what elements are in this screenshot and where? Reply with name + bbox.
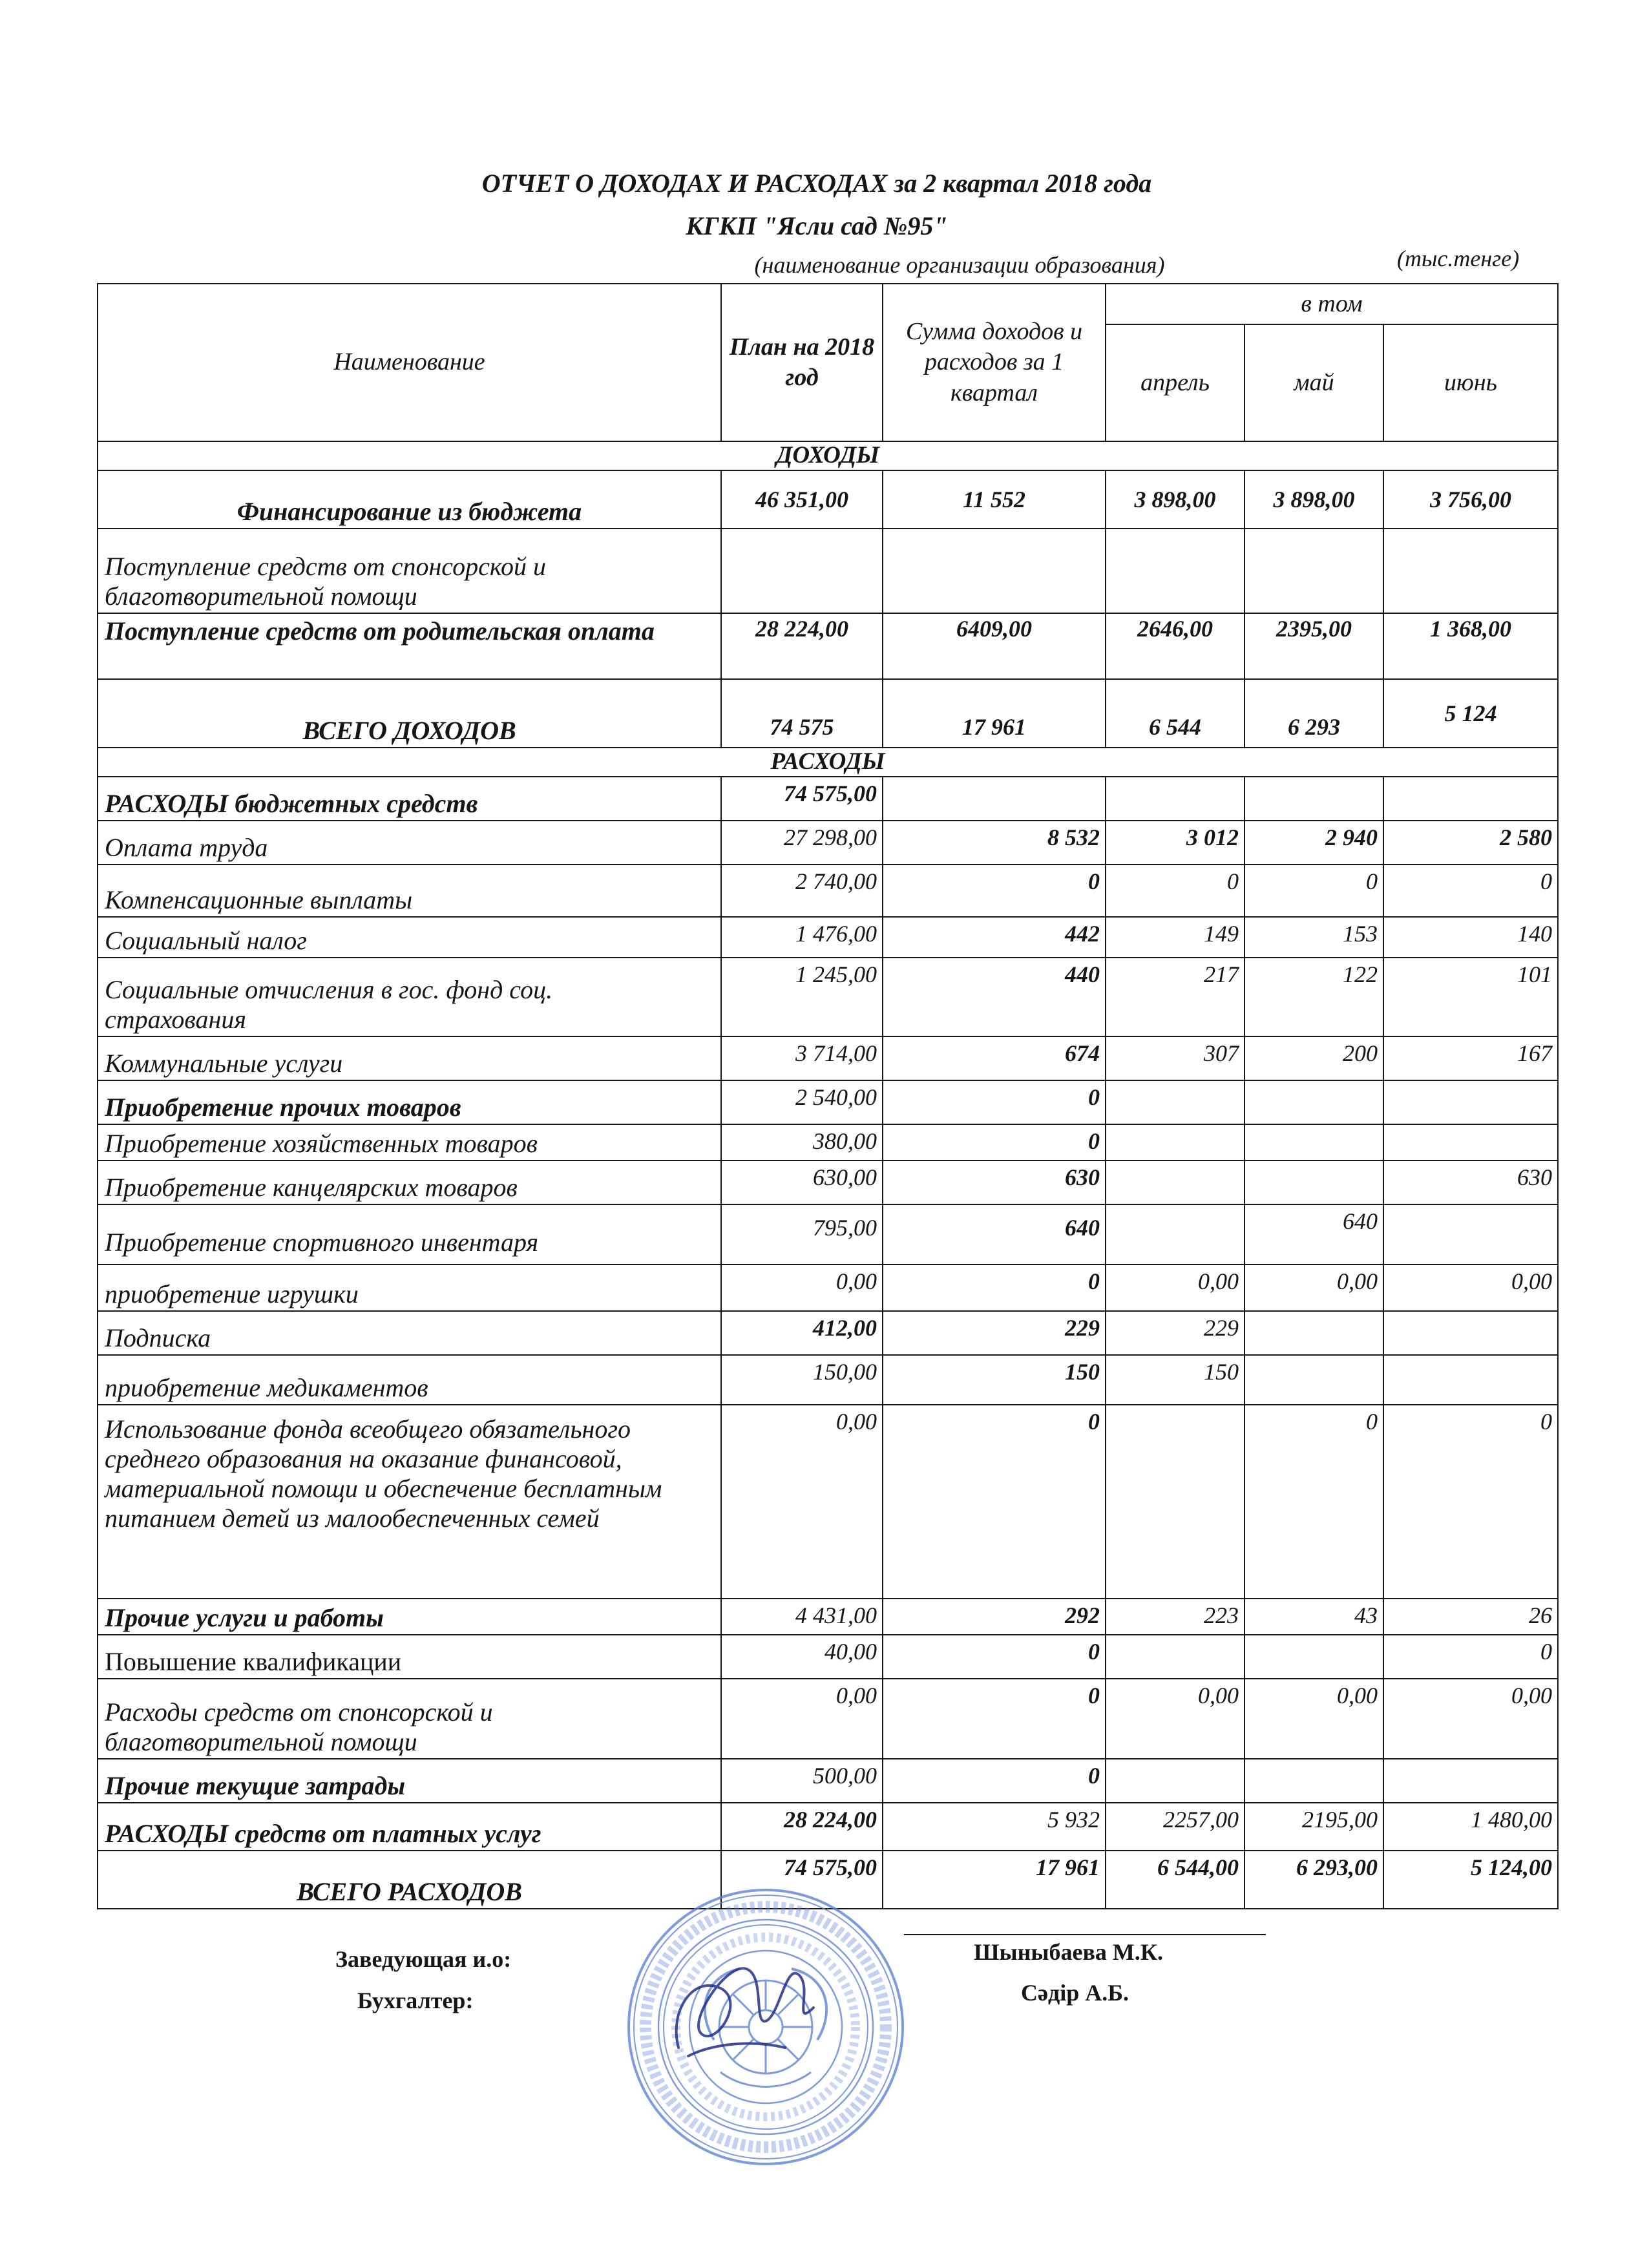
plan-cell: 380,00 <box>721 1124 883 1160</box>
june-cell <box>1383 1124 1558 1160</box>
expense-row <box>98 1635 1558 1679</box>
expense-row <box>98 1265 1558 1311</box>
row-label: Финансирование из бюджета <box>98 470 721 529</box>
june-cell <box>1383 1204 1558 1265</box>
row-label: приобретение игрушки <box>98 1265 721 1311</box>
june-cell: 5 124 <box>1383 679 1558 748</box>
june-cell: 140 <box>1383 917 1558 958</box>
june-cell: 3 756,00 <box>1383 470 1558 529</box>
april-cell <box>1106 1124 1245 1160</box>
row-label: Коммунальные услуги <box>98 1036 721 1080</box>
june-cell: 0,00 <box>1383 1265 1558 1311</box>
april-cell <box>1106 1080 1245 1124</box>
april-cell: 150 <box>1106 1355 1245 1405</box>
june-cell: 1 368,00 <box>1383 613 1558 679</box>
plan-cell: 4 431,00 <box>721 1599 883 1635</box>
plan-cell: 500,00 <box>721 1759 883 1803</box>
row-label: Расходы средств от спонсорской и благотворительной помощи <box>98 1679 721 1759</box>
may-cell: 200 <box>1245 1036 1383 1080</box>
row-label: Приобретение канцелярских товаров <box>98 1160 721 1204</box>
expense-row <box>98 1599 1558 1635</box>
expense-row <box>98 1124 1558 1160</box>
accountant-name: Сәдір А.Б. <box>1021 1980 1129 2006</box>
may-cell <box>1245 1759 1383 1803</box>
may-cell: 153 <box>1245 917 1383 958</box>
sum-cell <box>883 529 1106 613</box>
april-cell: 3 898,00 <box>1106 470 1245 529</box>
april-cell: 223 <box>1106 1599 1245 1635</box>
row-label: Использование фонда всеобщего обязательного среднего образования на оказание финансовой, материальной помощи и обеспечение бесплатным питанием детей из малообеспеченных семей <box>98 1405 721 1599</box>
expense-row <box>98 865 1558 917</box>
april-cell: 2646,00 <box>1106 613 1245 679</box>
april-cell: 2257,00 <box>1106 1803 1245 1851</box>
expense-row <box>98 1679 1558 1759</box>
signature-scribble <box>677 1968 814 2056</box>
report-title: ОТЧЕТ О ДОХОДАХ И РАСХОДАХ за 2 квартал 2018 года <box>481 169 1152 198</box>
may-cell: 43 <box>1245 1599 1383 1635</box>
june-cell: 1 480,00 <box>1383 1803 1558 1851</box>
june-cell: 0 <box>1383 865 1558 917</box>
header-may: май <box>1245 324 1383 441</box>
plan-cell <box>721 529 883 613</box>
plan-cell: 74 575 <box>721 679 883 748</box>
sum-cell: 229 <box>883 1311 1106 1355</box>
may-cell: 0,00 <box>1245 1265 1383 1311</box>
plan-cell: 795,00 <box>721 1204 883 1265</box>
income-row <box>98 470 1558 529</box>
plan-cell: 74 575,00 <box>721 777 883 821</box>
plan-cell: 412,00 <box>721 1311 883 1355</box>
april-cell <box>1106 1405 1245 1599</box>
row-label: Приобретение спортивного инвентаря <box>98 1204 721 1265</box>
sum-cell: 442 <box>883 917 1106 958</box>
income-section-row <box>98 441 1558 470</box>
row-label: РАСХОДЫ средств от платных услуг <box>98 1803 721 1851</box>
header-including: в том <box>1106 284 1558 324</box>
row-label: Социальный налог <box>98 917 721 958</box>
income-row <box>98 613 1558 679</box>
expense-row <box>98 1311 1558 1355</box>
expense-row <box>98 1803 1558 1851</box>
june-cell: 167 <box>1383 1036 1558 1080</box>
april-cell: 6 544,00 <box>1106 1851 1245 1909</box>
april-cell: 307 <box>1106 1036 1245 1080</box>
april-cell: 0,00 <box>1106 1265 1245 1311</box>
report-table <box>97 283 1559 1909</box>
header-plan: План на 2018 год <box>721 284 883 441</box>
row-label: Прочие услуги и работы <box>98 1599 721 1635</box>
may-cell: 0,00 <box>1245 1679 1383 1759</box>
organization-name: КГКП "Ясли сад №95" <box>686 211 948 240</box>
april-cell: 6 544 <box>1106 679 1245 748</box>
june-cell: 101 <box>1383 958 1558 1036</box>
plan-cell: 28 224,00 <box>721 1803 883 1851</box>
plan-cell: 28 224,00 <box>721 613 883 679</box>
plan-cell: 40,00 <box>721 1635 883 1679</box>
sum-cell: 674 <box>883 1036 1106 1080</box>
june-cell: 0 <box>1383 1405 1558 1599</box>
april-cell <box>1106 1759 1245 1803</box>
april-cell: 217 <box>1106 958 1245 1036</box>
june-cell: 26 <box>1383 1599 1558 1635</box>
sum-cell: 150 <box>883 1355 1106 1405</box>
may-cell: 6 293,00 <box>1245 1851 1383 1909</box>
header-row <box>98 284 1558 324</box>
april-cell <box>1106 777 1245 821</box>
sum-cell: 630 <box>883 1160 1106 1204</box>
may-cell: 2195,00 <box>1245 1803 1383 1851</box>
row-label: ВСЕГО ДОХОДОВ <box>98 679 721 748</box>
expense-row <box>98 1355 1558 1405</box>
expense-row <box>98 1204 1558 1265</box>
may-cell: 122 <box>1245 958 1383 1036</box>
expense-row <box>98 1405 1558 1599</box>
head-name: Шыныбаева М.К. <box>974 1939 1163 1965</box>
header-sum: Сумма доходов и расходов за 1 квартал <box>883 284 1106 441</box>
row-label: Подписка <box>98 1311 721 1355</box>
may-cell: 2 940 <box>1245 821 1383 865</box>
april-cell <box>1106 1204 1245 1265</box>
plan-cell: 0,00 <box>721 1265 883 1311</box>
row-label: Приобретение хозяйственных товаров <box>98 1124 721 1160</box>
june-cell <box>1383 777 1558 821</box>
plan-cell: 630,00 <box>721 1160 883 1204</box>
income-total-row <box>98 679 1558 748</box>
row-label: Приобретение прочих товаров <box>98 1080 721 1124</box>
june-cell: 630 <box>1383 1160 1558 1204</box>
row-label: приобретение медикаментов <box>98 1355 721 1405</box>
header-name: Наименование <box>98 284 721 441</box>
plan-cell: 1 476,00 <box>721 917 883 958</box>
may-cell: 0 <box>1245 1405 1383 1599</box>
april-cell: 229 <box>1106 1311 1245 1355</box>
sum-cell: 17 961 <box>883 679 1106 748</box>
official-stamp <box>617 1878 914 2176</box>
header-june: июнь <box>1383 324 1558 441</box>
plan-cell: 3 714,00 <box>721 1036 883 1080</box>
plan-cell: 150,00 <box>721 1355 883 1405</box>
may-cell <box>1245 1124 1383 1160</box>
may-cell: 2395,00 <box>1245 613 1383 679</box>
row-label: Оплата труда <box>98 821 721 865</box>
may-cell <box>1245 1311 1383 1355</box>
row-label: Повышение квалификации <box>98 1635 721 1679</box>
sum-cell: 0 <box>883 1124 1106 1160</box>
may-cell <box>1245 1635 1383 1679</box>
row-label: Поступление средств от спонсорской и благотворительной помощи <box>98 529 721 613</box>
header-april: апрель <box>1106 324 1245 441</box>
sum-cell: 640 <box>883 1204 1106 1265</box>
sum-cell: 5 932 <box>883 1803 1106 1851</box>
expense-row <box>98 1036 1558 1080</box>
may-cell <box>1245 529 1383 613</box>
june-cell <box>1383 529 1558 613</box>
signature-line <box>904 1934 1266 1935</box>
sum-cell: 17 961 <box>883 1851 1106 1909</box>
may-cell: 3 898,00 <box>1245 470 1383 529</box>
sum-cell: 440 <box>883 958 1106 1036</box>
june-cell <box>1383 1759 1558 1803</box>
row-label: Поступление средств от родительская оплата <box>98 613 721 679</box>
row-label: Прочие текущие затрады <box>98 1759 721 1803</box>
income-section-title: ДОХОДЫ <box>98 441 1558 470</box>
sum-cell <box>883 777 1106 821</box>
row-label: ВСЕГО РАСХОДОВ <box>98 1851 721 1909</box>
plan-cell: 2 740,00 <box>721 865 883 917</box>
april-cell: 0 <box>1106 865 1245 917</box>
row-label: РАСХОДЫ бюджетных средств <box>98 777 721 821</box>
expense-row <box>98 917 1558 958</box>
sum-cell: 292 <box>883 1599 1106 1635</box>
plan-cell: 0,00 <box>721 1679 883 1759</box>
april-cell <box>1106 1635 1245 1679</box>
may-cell: 640 <box>1245 1204 1383 1265</box>
organization-caption: (наименование организации образования) <box>754 252 1165 278</box>
expense-row <box>98 821 1558 865</box>
accountant-label: Бухгалтер: <box>357 1988 474 2013</box>
april-cell: 3 012 <box>1106 821 1245 865</box>
april-cell: 149 <box>1106 917 1245 958</box>
sum-cell: 0 <box>883 1635 1106 1679</box>
sum-cell: 0 <box>883 1679 1106 1759</box>
plan-cell: 1 245,00 <box>721 958 883 1036</box>
expense-row <box>98 1759 1558 1803</box>
expense-row <box>98 958 1558 1036</box>
expenses-section-row <box>98 748 1558 777</box>
plan-cell: 27 298,00 <box>721 821 883 865</box>
sum-cell: 0 <box>883 1080 1106 1124</box>
expenses-section-title: РАСХОДЫ <box>98 748 1558 777</box>
june-cell: 0 <box>1383 1635 1558 1679</box>
row-label: Социальные отчисления в гос. фонд соц. страхования <box>98 958 721 1036</box>
plan-cell: 74 575,00 <box>721 1851 883 1909</box>
sum-cell: 6409,00 <box>883 613 1106 679</box>
income-row <box>98 529 1558 613</box>
plan-cell: 0,00 <box>721 1405 883 1599</box>
expense-row <box>98 1080 1558 1124</box>
april-cell <box>1106 1160 1245 1204</box>
units-label: (тыс.тенге) <box>1397 246 1520 271</box>
sum-cell: 0 <box>883 1265 1106 1311</box>
sum-cell: 11 552 <box>883 470 1106 529</box>
plan-cell: 46 351,00 <box>721 470 883 529</box>
expense-row <box>98 1160 1558 1204</box>
june-cell: 5 124,00 <box>1383 1851 1558 1909</box>
row-label: Компенсационные выплаты <box>98 865 721 917</box>
may-cell: 6 293 <box>1245 679 1383 748</box>
sum-cell: 0 <box>883 1405 1106 1599</box>
expense-row <box>98 777 1558 821</box>
june-cell: 0,00 <box>1383 1679 1558 1759</box>
sum-cell: 0 <box>883 865 1106 917</box>
may-cell <box>1245 777 1383 821</box>
sum-cell: 8 532 <box>883 821 1106 865</box>
june-cell: 2 580 <box>1383 821 1558 865</box>
april-cell <box>1106 529 1245 613</box>
june-cell <box>1383 1355 1558 1405</box>
june-cell <box>1383 1311 1558 1355</box>
may-cell: 0 <box>1245 865 1383 917</box>
head-label: Заведующая и.о: <box>335 1946 512 1972</box>
plan-cell: 2 540,00 <box>721 1080 883 1124</box>
may-cell <box>1245 1355 1383 1405</box>
sum-cell: 0 <box>883 1759 1106 1803</box>
may-cell <box>1245 1080 1383 1124</box>
june-cell <box>1383 1080 1558 1124</box>
april-cell: 0,00 <box>1106 1679 1245 1759</box>
may-cell <box>1245 1160 1383 1204</box>
